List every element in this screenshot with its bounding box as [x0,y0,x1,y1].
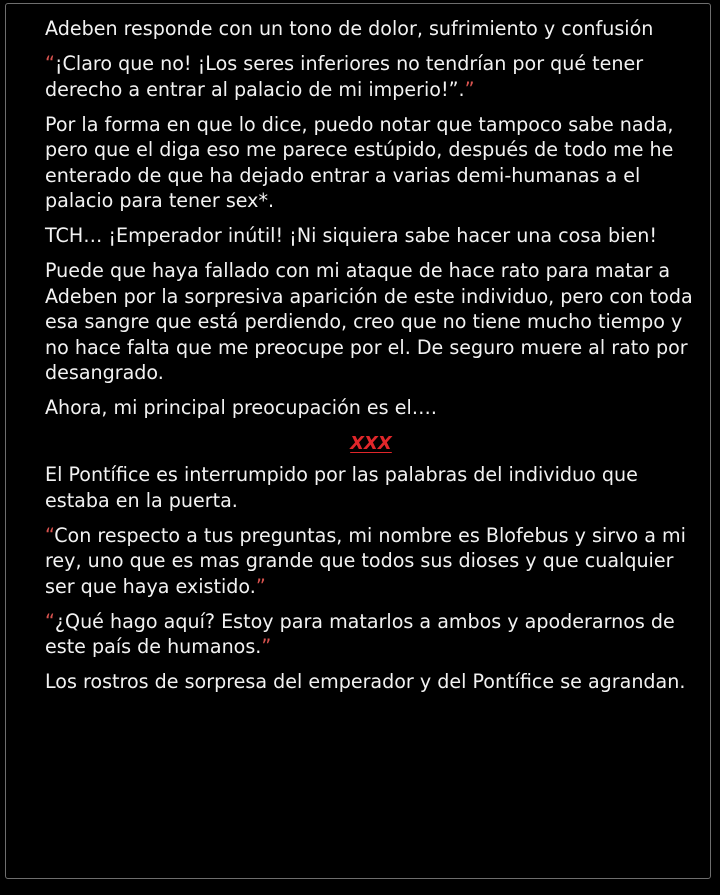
paragraph: Puede que haya fallado con mi ataque de hace rato para matar a Adeben por la sorpresiva aparición de este individuo, pero con toda esa sangre que está perdiendo, creo que no tiene mucho tiempo y no hace falta que me preocupe por el. De seguro muere al rato por desangrado. [45,259,693,384]
paragraph: Los rostros de sorpresa del emperador y del Pontífice se agrandan. [45,670,686,693]
scene-separator [45,430,697,456]
close-quote-mark: ” [261,635,272,658]
dialogue-paragraph: “¡Claro que no! ¡Los seres inferiores no tendrían por qué tener derecho a entrar al palacio de mi imperio!”.” [45,52,644,101]
dialogue-paragraph: “Con respecto a tus preguntas, mi nombre es Blofebus y sirvo a mi rey, uno que es mas grande que todos sus dioses y que cualquier ser que haya existido.” [45,523,686,598]
close-quote-mark: ” [464,77,475,101]
open-quote-mark: “ [45,52,55,75]
paragraph: El Pontífice es interrumpido por las palabras del individuo que estaba en la puerta. [45,463,638,512]
close-quote-mark: ” [255,574,266,598]
open-quote-mark: “ [45,523,55,547]
paragraph: Por la forma en que lo dice, puedo notar que tampoco sabe nada, pero que el diga eso me parece estúpido, después de todo me he enterado de que ha dejado entrar a varias demi-humanas a el palacio para tener sex*. [45,112,674,212]
separator-mark: XXX [350,433,392,454]
paragraph: Ahora, mi principal preocupación es el…. [45,396,437,419]
dialogue-paragraph: “¿Qué hago aquí? Estoy para matarlos a ambos y apoderarnos de este país de humanos.” [45,609,675,658]
document-body [45,16,697,704]
paragraph: Adeben responde con un tono de dolor, sufrimiento y confusión [45,17,654,40]
paragraph: TCH… ¡Emperador inútil! ¡Ni siquiera sabe hacer una cosa bien! [45,224,657,247]
open-quote-mark: “ [45,609,55,633]
